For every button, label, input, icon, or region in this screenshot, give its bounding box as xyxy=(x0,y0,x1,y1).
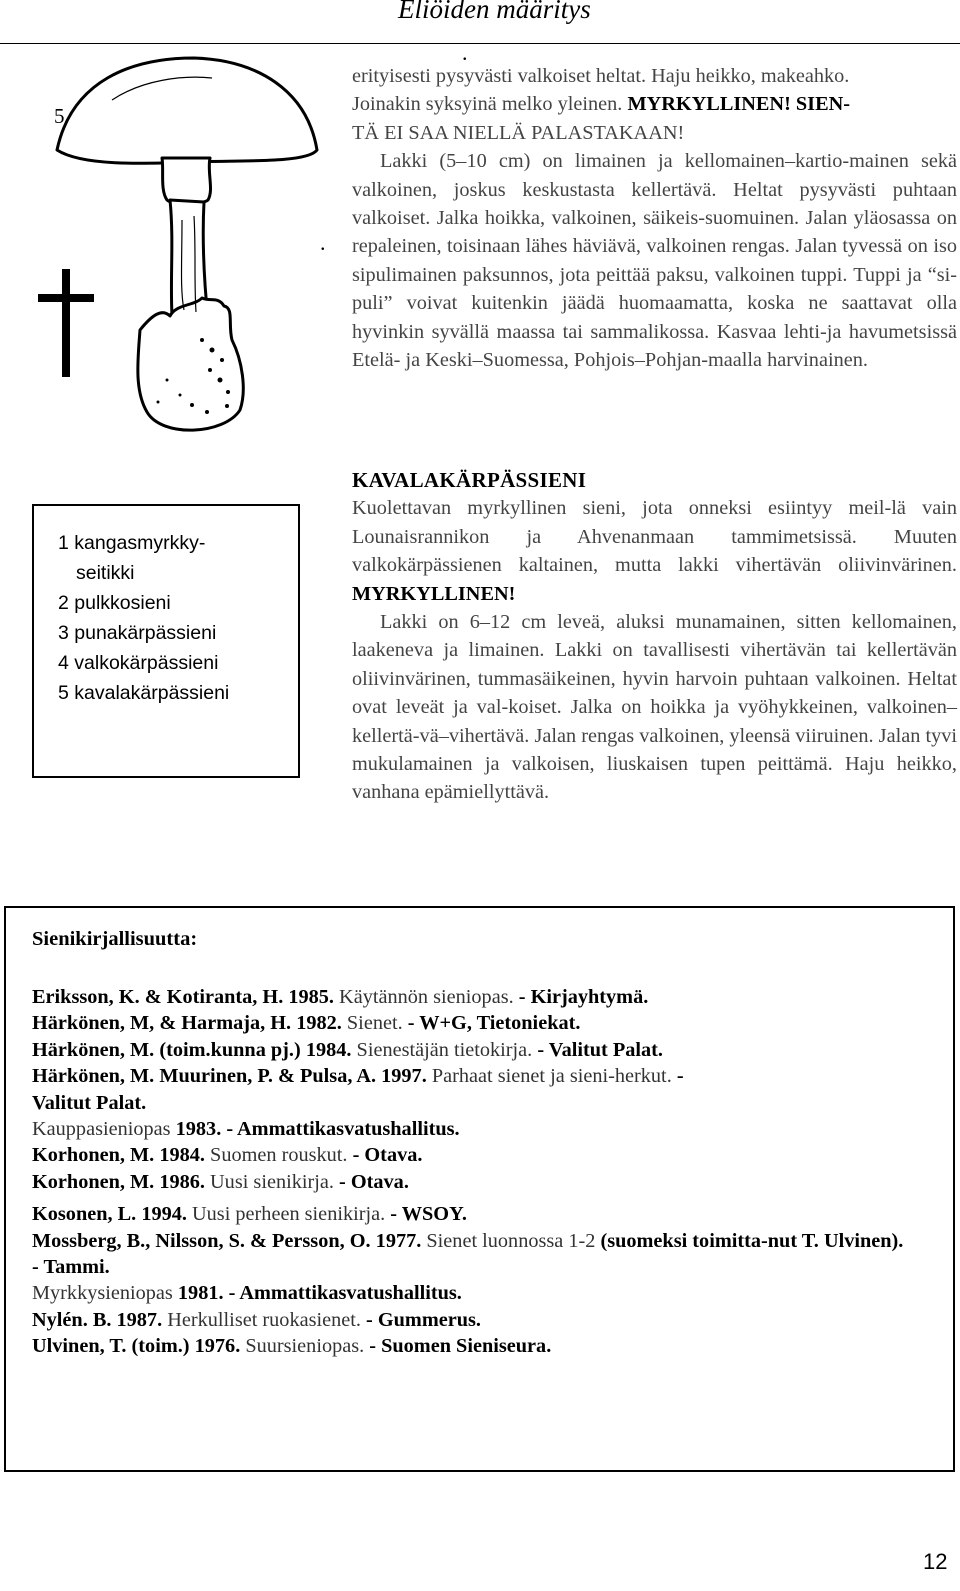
entry-title: Kauppasieniopas xyxy=(32,1118,171,1141)
entry-publisher: - WSOY. xyxy=(385,1203,467,1226)
poison-warning: MYRKYLLINEN! xyxy=(352,582,516,605)
entry-publisher: - W+G, Tietoniekat. xyxy=(402,1012,581,1035)
entry-title: Uusi sienikirja. xyxy=(204,1170,334,1193)
kavala-details: Lakki on 6–12 cm leveä, aluksi munamainen, sitten kellomainen, laakeneva ja limainen. Lakki on tavallisesti vihertävän tai kellertävän oliivinvärinen, tummasäikeinen, hyvin harvoin puhtaan valkoinen. Heltat ovat leveät ja val-koiset. Jalka on hoikka ja vyöhykkeinen, valkoinen–kellertä-vä–vihertävä. Jalan rengas valkoinen, yleensä viiruinen. Jalan tyvi mukulamainen ja valkoisen, liuskaisen tupen peittämä. Haju heikko, vanhana epämiellyttävä. xyxy=(352,611,957,804)
entry-publisher: - Valitut Palat. xyxy=(32,1065,684,1114)
entry-author: Härkönen, M. (toim.kunna pj.) 1984. xyxy=(32,1038,352,1061)
entry-publisher: - Otava. xyxy=(347,1144,423,1167)
legend-item: 4 valkokärpässieni xyxy=(58,652,219,674)
entry-title: Suomen rouskut. xyxy=(204,1144,348,1167)
page-number: 12 xyxy=(923,1549,948,1574)
entry-author: Korhonen, M. 1986. xyxy=(32,1170,205,1193)
entry-title: Herkulliset ruokasienet. xyxy=(162,1308,361,1331)
entry-publisher: - Otava. xyxy=(333,1170,409,1193)
page-header-title: Eliöiden määritys xyxy=(398,0,591,24)
description-paragraph: Lakki (5–10 cm) on limainen ja kellomainen–kartio-mainen sekä valkoinen, joskus keskustasta kellertävä. Heltat pysyvästi puhtaan valkoiset. Jalka hoikka, valkoinen, säikeis-suomuinen. Jalan yläosassa on repaleinen, toisinaan lähes häviävä, valkoinen rengas. Jalan tyvessä on iso sipulimainen paksunnos, jota peittää paksu, valkoinen tuppi. Tuppi ja “si-puli” voivat kuitenkin jäädä huomaamatta, koska ne saattavat olla hyvinkin syvällä maassa tai sammalikossa. Kasvaa lehti-ja havumetsissä Etelä- ja Keski–Suomessa, Pohjois–Pohjan-maalla harvinainen. xyxy=(352,150,957,372)
kavala-intro-text: Kuolettavan myrkyllinen sieni, jota onneksi esiintyy meil-lä vain Lounaisrannikon ja Ahvenanmaan tammimetsissä. Muuten valkokärpässienen kaltainen, mutta lakki vihertävän oliivinvärinen. xyxy=(352,497,957,577)
legend-item: 5 kavalakärpässieni xyxy=(58,682,230,704)
section-heading: KAVALAKÄRPÄSSIENI xyxy=(352,468,587,492)
literature-entry xyxy=(32,1010,932,1036)
entry-publisher: (suomeksi toimitta-nut T. Ulvinen). - Tammi. xyxy=(32,1229,904,1279)
entry-title: Uusi perheen sienikirja. xyxy=(186,1203,386,1226)
literature-entry xyxy=(32,1201,932,1227)
literature-entry xyxy=(32,1116,932,1142)
entry-publisher: 1983. - Ammattikasvatushallitus. xyxy=(170,1118,460,1141)
description-line-part: Joinakin syksyinä melko yleinen. xyxy=(352,93,628,116)
kavala-intro xyxy=(352,494,957,608)
entry-title: Sienet. xyxy=(341,1012,403,1035)
legend-item: 3 punakärpässieni xyxy=(58,622,217,644)
dot-mark: . xyxy=(320,230,326,255)
literature-entry xyxy=(32,1142,932,1168)
entry-author: Nylén. B. 1987. xyxy=(32,1308,163,1331)
entry-title: Sienestäjän tietokirja. xyxy=(351,1038,533,1061)
entry-author: Eriksson, K. & Kotiranta, H. 1985. xyxy=(32,986,334,1008)
description-text xyxy=(352,62,957,374)
literature-box xyxy=(4,906,955,1472)
entry-publisher: 1981. - Ammattikasvatushallitus. xyxy=(172,1282,462,1305)
entry-title: Myrkkysieniopas xyxy=(32,1282,173,1305)
literature-entry xyxy=(32,984,932,1010)
entry-title: Suursieniopas. xyxy=(240,1335,365,1358)
entry-title: Käytännön sieniopas. xyxy=(333,986,514,1008)
legend-item: 1 kangasmyrkky- xyxy=(58,532,206,554)
species-legend xyxy=(32,504,300,778)
literature-entry xyxy=(32,1280,932,1306)
description-line: TÄ EI SAA NIELLÄ PALASTAKAAN! xyxy=(352,121,685,144)
entry-author: Korhonen, M. 1984. xyxy=(32,1144,205,1167)
dot-mark: . xyxy=(462,40,468,65)
entry-publisher: - Valitut Palat. xyxy=(532,1038,663,1061)
literature-entry xyxy=(32,1333,932,1359)
poison-warning: MYRKYLLINEN! SIEN- xyxy=(627,93,851,116)
entry-publisher: - Gummerus. xyxy=(360,1308,481,1331)
entry-author: Ulvinen, T. (toim.) 1976. xyxy=(32,1335,241,1358)
species-number: 5 xyxy=(54,104,65,128)
entry-author: Härkönen, M. Muurinen, P. & Pulsa, A. 1997. xyxy=(32,1065,427,1088)
literature-title: Sienikirjallisuutta: xyxy=(32,928,198,950)
literature-entry xyxy=(32,1063,742,1116)
literature-entry xyxy=(32,1037,932,1063)
entry-title: Parhaat sienet ja sieni-herkut. xyxy=(426,1065,672,1088)
mushroom-illustration xyxy=(52,40,322,450)
entry-author: Kosonen, L. 1994. xyxy=(32,1203,187,1226)
legend-item: seitikki xyxy=(76,562,135,584)
literature-list xyxy=(32,984,932,1360)
description-line xyxy=(352,90,957,118)
entry-publisher: - Suomen Sieniseura. xyxy=(364,1335,552,1358)
entry-author: Härkönen, M, & Harmaja, H. 1982. xyxy=(32,1012,342,1035)
literature-entry xyxy=(32,1169,932,1195)
literature-entry xyxy=(32,1307,932,1333)
legend-item: 2 pulkkosieni xyxy=(58,592,171,614)
description-line: erityisesti pysyvästi valkoiset heltat. Haju heikko, makeahko. xyxy=(352,65,850,87)
literature-entry xyxy=(32,1228,912,1281)
entry-publisher: - Kirjayhtymä. xyxy=(513,986,649,1008)
kavala-section xyxy=(352,466,957,807)
entry-author: Mossberg, B., Nilsson, S. & Persson, O. 1977. xyxy=(32,1229,422,1252)
entry-title: Sienet luonnossa 1-2 xyxy=(421,1229,596,1252)
